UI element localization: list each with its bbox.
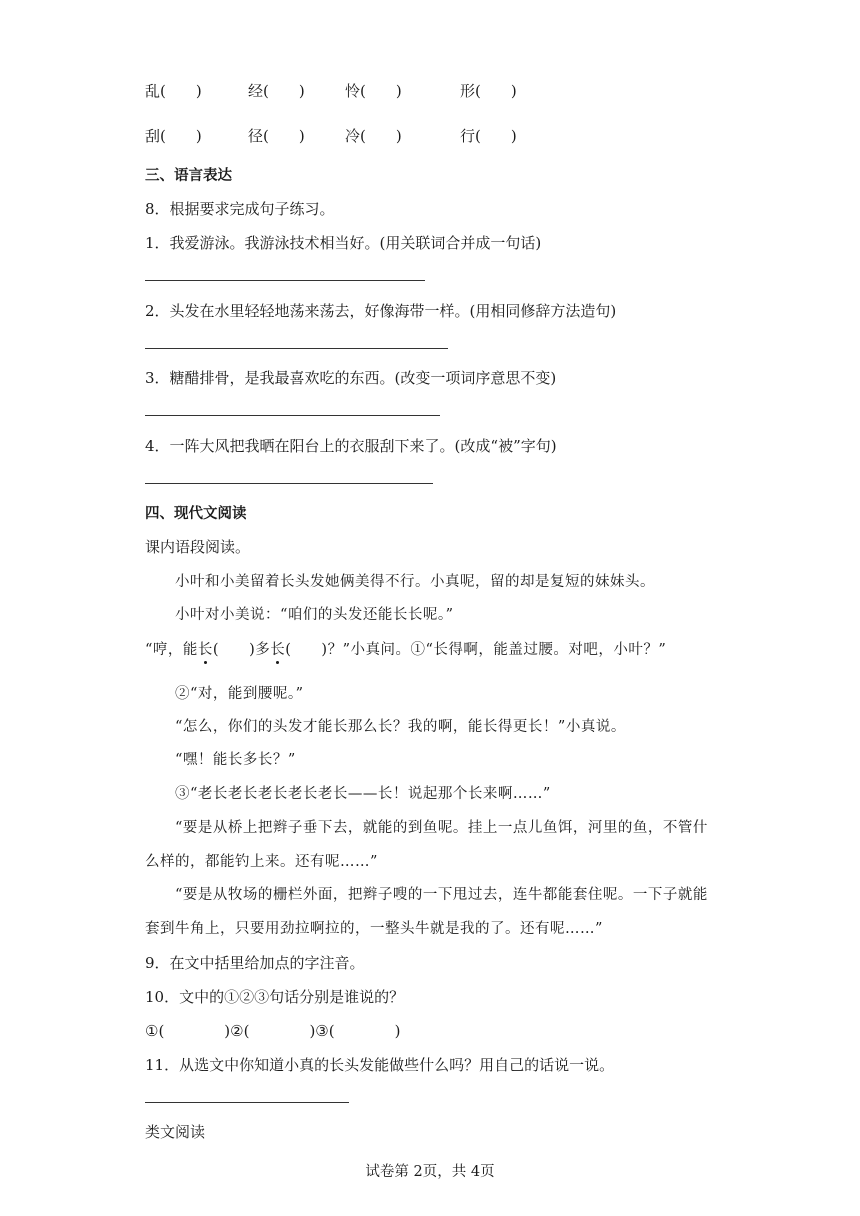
- passage-paragraph-9-line-1: “要是从牧场的栅栏外面，把辫子嗖的一下甩过去，连牛都能套住呢。一下子就能: [175, 887, 708, 903]
- question-9: 9．在文中括里给加点的字注音。: [145, 954, 365, 972]
- char-pair-gua: 刮( ): [145, 127, 202, 145]
- question-8-item-3: 3．糖醋排骨，是我最喜欢吃的东西。(改变一项词序意思不变): [145, 369, 557, 387]
- char-pair-jing: 经( ): [248, 82, 305, 100]
- question-8-item-4: 4．一阵大风把我晒在阳台上的衣服刮下来了。(改成“被”字句): [145, 437, 557, 455]
- in-class-reading-label: 课内语段阅读。: [145, 538, 251, 556]
- answer-line-4[interactable]: [145, 483, 433, 484]
- question-8-item-1: 1．我爱游泳。我游泳技术相当好。(用关联词合并成一句话): [145, 234, 542, 252]
- char-pair-xing: 形( ): [460, 82, 517, 100]
- similar-reading-label: 类文阅读: [145, 1123, 206, 1141]
- question-10-answer-blanks[interactable]: ①( )②( )③( ): [145, 1022, 401, 1040]
- answer-line-3[interactable]: [145, 415, 440, 416]
- passage-paragraph-8-line-2: 么样的，都能钓上来。还有呢……”: [145, 854, 378, 870]
- question-10: 10．文中的①②③句话分别是谁说的？: [145, 988, 405, 1006]
- section3-heading: 三、语言表达: [145, 168, 232, 184]
- passage-paragraph-6: “嘿！能长多长？”: [175, 752, 296, 768]
- question-8: 8．根据要求完成句子练习。: [145, 200, 335, 218]
- section4-heading: 四、现代文阅读: [145, 506, 247, 522]
- passage-paragraph-4: ②“对，能到腰呢。”: [175, 686, 304, 702]
- passage-paragraph-7: ③“老长老长老长老长老长——长！说起那个长来啊……”: [175, 786, 551, 802]
- passage-paragraph-5: “怎么，你们的头发才能长那么长？我的啊，能长得更长！”小真说。: [175, 719, 626, 735]
- passage-paragraph-3: [145, 638, 666, 659]
- answer-line-11[interactable]: [145, 1102, 349, 1103]
- char-pair-lian: 怜( ): [345, 82, 402, 100]
- passage-paragraph-1: 小叶和小美留着长头发她俩美得不行。小真呢，留的却是复短的妹妹头。: [175, 574, 655, 590]
- question-8-item-2: 2．头发在水里轻轻地荡来荡去，好像海带一样。(用相同修辞方法造句): [145, 302, 617, 320]
- passage-p3-start: “哼，能: [145, 642, 198, 658]
- dotted-char-2: 长: [270, 642, 286, 658]
- char-pair-jing2: 径( ): [248, 127, 305, 145]
- passage-p3-mid: ( )多: [212, 642, 271, 658]
- passage-p3-end: ( )？”小真问。①“长得啊，能盖过腰。对吧，小叶？”: [285, 642, 667, 658]
- page-footer: 试卷第 2页，共 4页: [365, 1164, 495, 1180]
- question-11: 11．从选文中你知道小真的长头发能做些什么吗？用自己的话说一说。: [145, 1056, 615, 1074]
- passage-paragraph-2: 小叶对小美说：“咱们的头发还能长长呢。”: [175, 607, 454, 623]
- answer-line-1[interactable]: [145, 280, 425, 281]
- char-pair-leng: 冷( ): [345, 127, 402, 145]
- answer-line-2[interactable]: [145, 348, 448, 349]
- passage-paragraph-9-line-2: 套到牛角上，只要用劲拉啊拉的，一整头牛就是我的了。还有呢……”: [145, 921, 603, 937]
- dotted-char-1: 长: [197, 642, 213, 658]
- passage-paragraph-8-line-1: “要是从桥上把辫子垂下去，就能的到鱼呢。挂上一点儿鱼饵，河里的鱼，不管什: [175, 820, 708, 836]
- char-pair-luan: 乱( ): [145, 82, 202, 100]
- char-pair-xing2: 行( ): [460, 127, 517, 145]
